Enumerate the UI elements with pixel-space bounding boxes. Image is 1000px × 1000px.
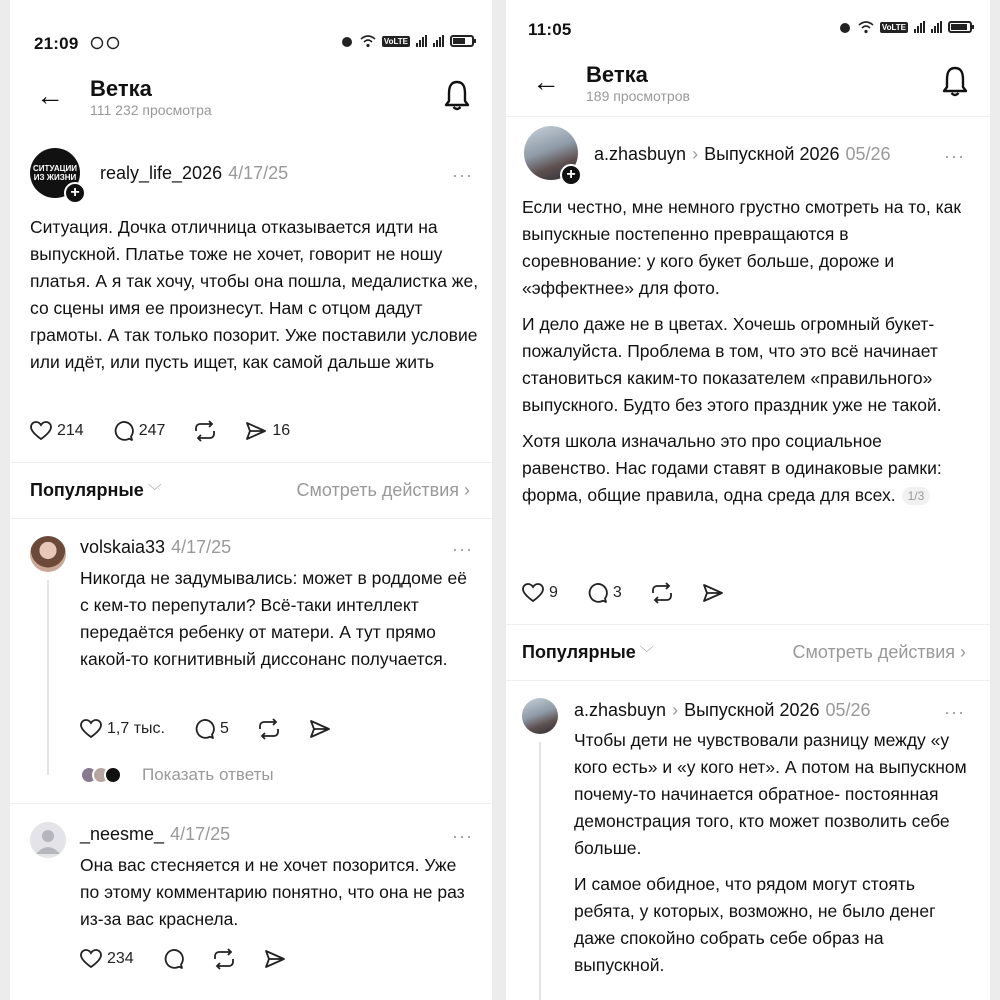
post-paragraph: Если честно, мне немного грустно смотреть на то, как выпускные постепенно превращаются в соревнование: у кого букет больше, дороже и «эффектнее» для фото. [522, 197, 962, 298]
reply-avatars [86, 766, 122, 784]
comment-button[interactable] [162, 948, 184, 970]
divider [506, 624, 990, 625]
share-button[interactable] [264, 949, 286, 969]
sort-dropdown[interactable]: Популярные ﹀ [30, 480, 162, 500]
signal-icon [433, 35, 444, 47]
avatar[interactable] [30, 822, 66, 858]
avatar[interactable]: СИТУАЦИИ ИЗ ЖИЗНИ [30, 148, 80, 198]
page-indicator: 1/3 [902, 487, 931, 505]
comment-button[interactable]: 247 [112, 420, 166, 442]
post-author[interactable]: realy_life_2026 4/17/25 [100, 163, 289, 183]
see-activity-link[interactable]: Смотреть действия › [792, 642, 966, 662]
wifi-icon [360, 35, 376, 48]
send-icon [702, 583, 724, 603]
system-icons [340, 34, 474, 48]
post-author[interactable]: a.zhasbuyn › Выпускной 2026 05/26 [594, 144, 891, 164]
bell-icon[interactable] [442, 78, 472, 112]
more-icon[interactable]: ··· [452, 826, 473, 846]
post-text: Ситуация. Дочка отличница отказывается идти на выпускной. Платье тоже не хочет, говорит не ношу платья. А я так хочу, чтобы она пошла, медалистка же, со сцены имя ее произнесут. Нам с отцом дадут грамоты. А так только позорит. Уже поставили условие или идёт, или пусть ищет, как самой дальше жить [30, 217, 479, 372]
like-button[interactable]: 1,7 тыс. [80, 719, 165, 739]
heart-icon [80, 949, 102, 969]
comment-author[interactable]: _neesme_ 4/17/25 [80, 824, 231, 844]
repost-button[interactable] [257, 718, 281, 740]
volte-icon: VoLTE [881, 22, 906, 32]
share-button[interactable] [309, 719, 331, 739]
repost-icon [650, 582, 674, 604]
comment-icon [586, 582, 608, 604]
page-title: Ветка [586, 62, 648, 87]
post-text [522, 194, 972, 509]
signal-icon [914, 21, 925, 33]
sort-dropdown[interactable]: Популярные ﹀ [522, 642, 654, 662]
thread-line [539, 742, 541, 1000]
share-button[interactable]: 16 [245, 421, 290, 441]
send-icon [245, 421, 267, 441]
repost-button[interactable] [650, 582, 674, 604]
comment-icon [162, 948, 184, 970]
viber-icon [106, 36, 120, 50]
share-button[interactable] [702, 583, 724, 603]
back-arrow-icon[interactable]: ← [532, 66, 560, 97]
left-screenshot [10, 0, 492, 1000]
avatar[interactable] [30, 536, 66, 572]
repost-icon [193, 420, 217, 442]
send-icon [309, 719, 331, 739]
comment-author[interactable]: a.zhasbuyn › Выпускной 2026 05/26 [574, 700, 871, 720]
status-bar [10, 30, 492, 60]
view-count: 111 232 просмотра [90, 102, 212, 118]
thread-header [506, 56, 990, 116]
divider [506, 680, 990, 681]
post-actions [522, 582, 752, 604]
heart-icon [30, 421, 52, 441]
view-count: 189 просмотров [586, 88, 690, 104]
plus-icon[interactable]: + [560, 164, 582, 186]
alarm-icon [340, 34, 354, 48]
battery-icon [948, 21, 972, 33]
repost-icon [257, 718, 281, 740]
comment-button[interactable]: 5 [193, 718, 229, 740]
more-icon[interactable]: ··· [452, 539, 473, 559]
like-button[interactable]: 214 [30, 421, 84, 441]
viber-icon [90, 36, 104, 50]
page-title: Ветка [90, 76, 152, 101]
show-replies-link[interactable]: Показать ответы [142, 765, 274, 784]
comment-actions [80, 718, 359, 740]
signal-icon [416, 35, 427, 47]
volte-icon: VoLTE [383, 36, 408, 46]
back-arrow-icon[interactable]: ← [36, 80, 64, 111]
comment-button[interactable]: 3 [586, 582, 622, 604]
divider [10, 462, 492, 463]
post-paragraph: Хотя школа изначально это про социальное равенство. Нас годами ставят в одинаковые рамки: форма, общие правила, одна среда для всех. 1/3 [522, 431, 942, 505]
repost-button[interactable] [193, 420, 217, 442]
battery-icon [450, 35, 474, 47]
like-button[interactable]: 9 [522, 583, 558, 603]
heart-icon [522, 583, 544, 603]
repost-button[interactable] [212, 948, 236, 970]
thread-header [10, 70, 492, 130]
bell-icon[interactable] [940, 64, 970, 98]
comment-icon [112, 420, 134, 442]
divider [10, 518, 492, 519]
post-paragraph: И дело даже не в цветах. Хочешь огромный букет- пожалуйста. Проблема в том, что это всё начинает становиться каким-то показателем «правильного» выпускного. Будто без этого праздник уже не такой. [522, 314, 942, 415]
avatar[interactable] [522, 698, 558, 734]
more-icon[interactable]: ··· [452, 165, 473, 185]
chevron-down-icon: ﹀ [147, 483, 162, 499]
clock: 11:05 [528, 20, 572, 39]
divider [10, 803, 492, 804]
comment-paragraph: Чтобы дети не чувствовали разницу между «у кого есть» и «у кого нет». А потом на выпускном почему-то начинается обратное- постоянная демонстрация того, кто может позволить себе больше. [574, 730, 967, 858]
divider [506, 116, 990, 117]
comment-author[interactable]: volskaia33 4/17/25 [80, 537, 232, 557]
alarm-icon [838, 20, 852, 34]
heart-icon [80, 719, 102, 739]
plus-icon[interactable]: + [64, 182, 86, 204]
more-icon[interactable]: ··· [944, 702, 965, 722]
comment-icon [193, 718, 215, 740]
more-icon[interactable]: ··· [944, 146, 965, 166]
comment-text [574, 727, 978, 979]
notification-icons [90, 36, 120, 50]
like-button[interactable]: 234 [80, 949, 134, 969]
system-icons [838, 20, 972, 34]
right-screenshot [506, 0, 990, 1000]
comment-paragraph: И самое обидное, что рядом могут стоять ребята, у которых, возможно, не было денег даже спокойно собрать себе образ на выпускной. [574, 874, 936, 975]
chevron-down-icon: ﹀ [639, 645, 654, 661]
send-icon [264, 949, 286, 969]
repost-icon [212, 948, 236, 970]
see-activity-link[interactable]: Смотреть действия › [296, 480, 470, 500]
clock: 21:09 [34, 34, 79, 53]
comment-text: Никогда не задумывались: может в роддоме её с кем-то перепутали? Всё-таки интеллект передаётся ребенку от матери. А тут прямо какой-то когнитивный диссонанс получается. [80, 568, 467, 669]
comment-actions [80, 948, 314, 970]
status-bar [506, 16, 990, 46]
signal-icon [931, 21, 942, 33]
thread-line [47, 580, 49, 775]
comment-text: Она вас стесняется и не хочет позорится. Уже по этому комментарию понятно, что она не раз из-за вас краснела. [80, 855, 465, 929]
post-actions [30, 420, 318, 442]
wifi-icon [858, 21, 874, 34]
